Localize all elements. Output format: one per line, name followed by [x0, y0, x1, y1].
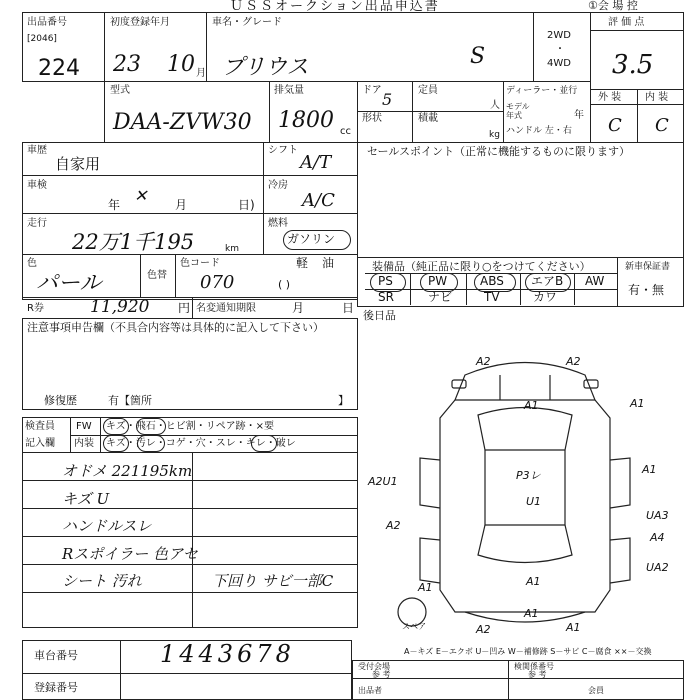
equipment-label: 装備品（純正品に限り○をつけてください） [372, 260, 591, 273]
notes-title: 注意事項申告欄（不具合内容等は具体的に記入して下さい） [27, 321, 324, 334]
member-label: 会員 [588, 686, 604, 695]
equip-sr: SR [378, 290, 394, 304]
seller-label: 出品者 [358, 686, 382, 695]
damage-a1-right-door: A1 [642, 463, 657, 476]
load-unit: kg [489, 130, 500, 140]
load-label: 積載 [418, 113, 438, 124]
mileage-unit: km [225, 244, 239, 254]
equip-pw: PW [428, 274, 448, 288]
damage-u1-roof: U1 [526, 495, 542, 508]
inspection-day: 日) [238, 198, 255, 212]
car-damage-diagram [360, 340, 690, 640]
reference-label-2: 参 考 [528, 670, 547, 679]
ac-label: 冷房 [268, 180, 288, 191]
score-label: 評 価 点 [608, 17, 645, 28]
damage-a2-rear-left: A2 [476, 623, 491, 636]
damage-a2-front-right: A2 [566, 355, 581, 368]
fw-label: FW [76, 421, 92, 432]
recycle-label: R券 [27, 303, 44, 314]
damage-a1-left-rear: A1 [418, 581, 433, 594]
damage-ua2-right-rear: UA2 [646, 561, 669, 574]
drive-4wd: 4WD [547, 58, 571, 69]
comment-line-6: 下回り サビ一部C [212, 572, 334, 590]
equip-airbag-circle [525, 273, 571, 292]
comment-line-3: ハンドルスレ [62, 517, 152, 535]
damage-a2-front-left: A2 [476, 355, 491, 368]
registration-year: 23 [113, 52, 141, 77]
exterior-value: C [608, 115, 622, 136]
int-kizu-circle [103, 435, 129, 452]
interior-label: 内 装 [645, 92, 669, 103]
color-label: 色 [27, 258, 37, 269]
damage-legend: A－キズ E－エクボ U－凹み W－補修跡 S－サビ C－腐食 ××－交換 [404, 647, 652, 656]
fuel-oil: 油 [322, 256, 335, 270]
mileage-label: 走行 [27, 218, 47, 229]
damage-a1-hood: A1 [524, 399, 539, 412]
dealer-label: ディーラー・並行 [506, 86, 578, 96]
comment-line-1: オドメ 221195km [62, 462, 193, 480]
reference-label-1: 参 考 [372, 670, 391, 679]
capacity-unit: 人 [490, 100, 500, 111]
displacement-unit: cc [340, 126, 351, 137]
fuel-other: ( ) [278, 278, 291, 291]
equip-aw: AW [585, 274, 605, 288]
equip-tv: TV [484, 290, 500, 304]
model-value: DAA-ZVW30 [113, 110, 252, 135]
door-value: 5 [382, 90, 393, 109]
color-value: パール [36, 271, 102, 296]
registration-month: 10 [167, 52, 195, 77]
fuel-label: 燃料 [268, 218, 288, 229]
equip-abs-circle [474, 273, 516, 292]
fuel-light: 軽 [296, 256, 309, 270]
model-label: 型式 [110, 85, 130, 96]
comment-line-2: キズ U [62, 490, 110, 508]
damage-a2-left-door: A2 [386, 519, 401, 532]
damage-p3re-roof: P3レ [516, 469, 541, 482]
capacity-label: 定員 [418, 85, 438, 96]
car-grade: S [470, 44, 486, 69]
equip-leather: カワ [533, 290, 558, 304]
fw-text: キズ・飛石・ヒビ割・リペア跡・×要 [106, 421, 274, 432]
receipt-number-label: 検関係番号 [514, 662, 554, 671]
int-sure-circle [251, 435, 277, 452]
shape-label: 形状 [362, 113, 382, 124]
car-name-label: 車名・グレード [212, 17, 282, 28]
fw-hiseki-circle [136, 418, 166, 435]
usage-label: 車歴 [27, 145, 47, 156]
interior-insp-text: キズ・汚レ・コゲ・穴・スレ・キレ・破レ [106, 438, 296, 449]
drive-2wd: 2WD [547, 30, 571, 41]
equip-abs: ABS [480, 274, 504, 288]
comment-line-4: Rスポイラー 色アセ [62, 545, 198, 563]
model-year-label: モデル年式 [506, 102, 530, 120]
color-change-label: 色替 [147, 270, 167, 281]
int-yogore-circle [137, 435, 165, 452]
lot-number-label: 出品番号 [27, 17, 67, 28]
lot-code: [2046] [27, 34, 57, 44]
registration-number-label: 登録番号 [34, 681, 78, 694]
door-label: ドア [362, 85, 382, 96]
later-items-label: 後日品 [363, 309, 396, 322]
warranty-value: 有・無 [628, 283, 665, 297]
repair-history-label: 修復歴 [44, 394, 77, 407]
damage-a1-rear-right: A1 [566, 621, 581, 634]
interior-value: C [655, 115, 669, 136]
displacement-value: 1800 [278, 108, 334, 133]
color-code-label: 色コード [180, 258, 220, 269]
registration-limit-day: 日 [342, 301, 355, 315]
damage-a1-rear-bumper: A1 [524, 607, 539, 620]
sales-point-title: セールスポイント（正常に機能するものに限ります） [367, 145, 631, 158]
venue-receipt-label: 受付会場 [358, 662, 390, 671]
handle-label: ハンドル 左・右 [506, 126, 572, 136]
equip-airbag: エアB [531, 274, 564, 288]
fw-kizu-circle [103, 418, 129, 435]
equip-ps: PS [378, 274, 393, 288]
warranty-label: 新車保証書 [625, 262, 671, 272]
drive-dot: ・ [555, 44, 565, 55]
usage-value: 自家用 [55, 155, 101, 173]
recycle-unit: 円 [178, 301, 191, 315]
score-value: 3.5 [612, 50, 654, 80]
equip-pw-circle [420, 273, 458, 292]
registration-limit-month: 月 [292, 301, 305, 315]
exterior-label: 外 装 [598, 92, 622, 103]
interior-insp-label: 内装 [74, 438, 94, 449]
equip-ps-circle [370, 273, 406, 292]
shift-value: A/T [300, 152, 332, 173]
inspection-year: 年 [108, 198, 121, 212]
damage-a4-right: A4 [650, 531, 665, 544]
comment-line-5: シート 汚れ [62, 572, 142, 590]
car-name: プリウス [222, 55, 309, 80]
registration-label: 初度登録年月 [110, 17, 170, 28]
model-year-unit: 年 [574, 110, 584, 121]
venue-label: ①会 場 控 [588, 0, 638, 12]
damage-a1-trunk: A1 [526, 575, 541, 588]
recycle-value: 11,920 [90, 297, 150, 317]
sales-point-block [357, 142, 684, 258]
registration-month-unit: 月 [196, 68, 206, 79]
inspection-label: 車検 [27, 180, 47, 191]
chassis-number-value: 1443678 [160, 640, 295, 668]
spare-tire-label: スペア [402, 622, 426, 631]
ac-value: A/C [302, 190, 335, 211]
damage-a1-front-right: A1 [630, 397, 645, 410]
registration-limit-label: 名変通知期限 [196, 303, 256, 314]
lot-number: 224 [38, 56, 80, 81]
repair-history-value: 有【箇所 [108, 394, 152, 407]
inspection-month: 月 [175, 198, 188, 212]
damage-ua3-right: UA3 [646, 509, 669, 522]
repair-history-end: 】 [338, 394, 349, 407]
inspector-label-1: 検査員 [25, 421, 55, 432]
fuel-petrol-circle [283, 230, 351, 250]
fuel-petrol: ガソリン [287, 232, 336, 246]
displacement-label: 排気量 [274, 85, 304, 96]
equip-navi: ナビ [428, 290, 453, 304]
inspection-mark: ✕ [134, 186, 148, 205]
shift-label: シフト [268, 145, 298, 156]
color-code-value: 070 [200, 272, 235, 293]
chassis-number-label: 車台番号 [34, 649, 78, 662]
form-title: ＵＳＳオークション出品申込書 [230, 0, 440, 12]
damage-a2u1-left: A2U1 [368, 475, 398, 488]
mileage-value: 22万1千195 [72, 230, 195, 254]
inspector-label-2: 記入欄 [25, 438, 55, 449]
